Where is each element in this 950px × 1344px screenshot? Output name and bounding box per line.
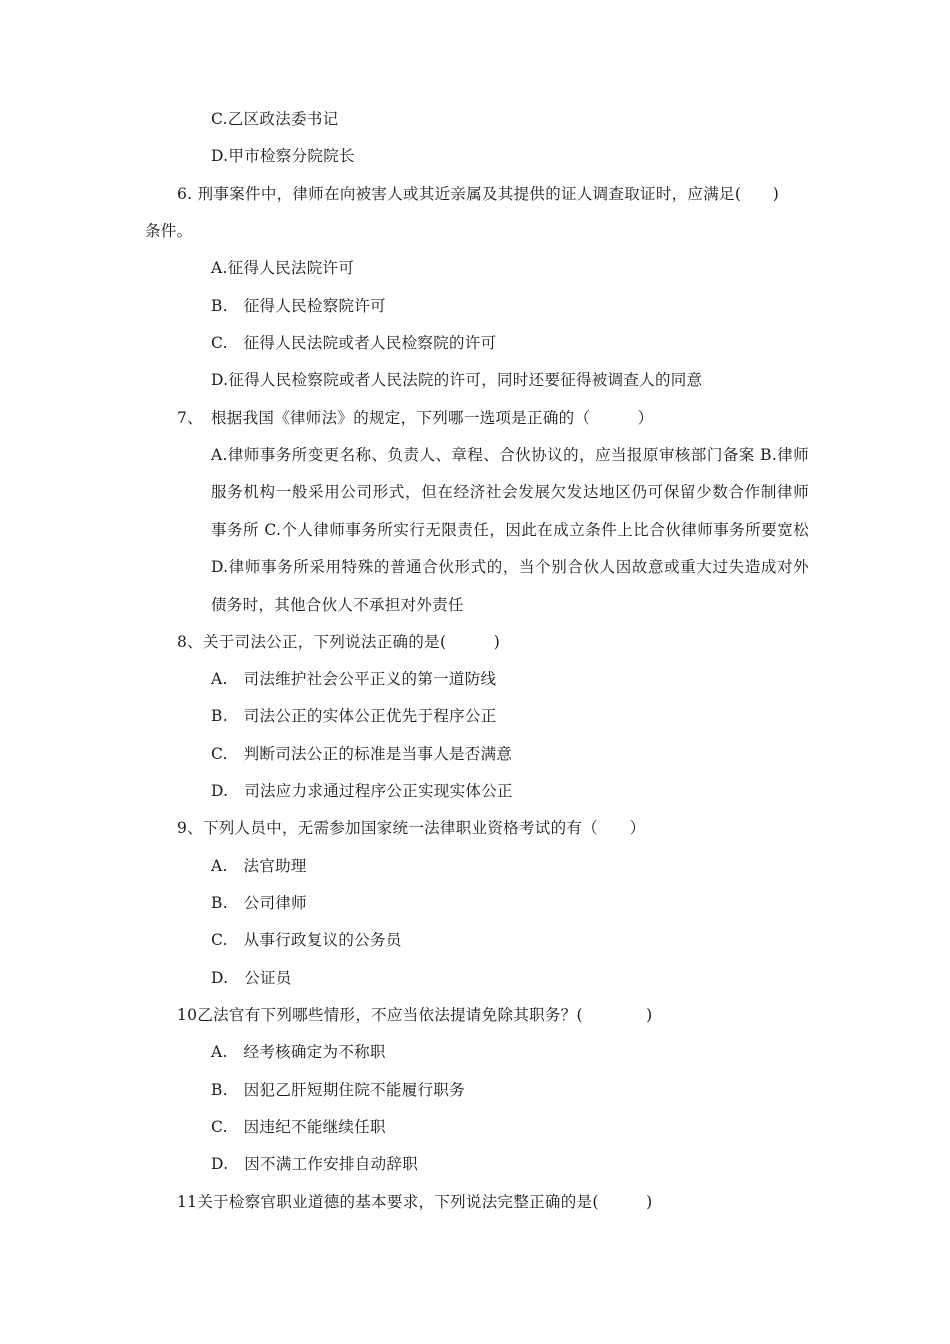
q6-stem-line-2: 条件。 bbox=[145, 222, 193, 240]
q8-stem: 8、关于司法公正，下列说法正确的是( ) bbox=[177, 633, 501, 651]
q5-option-d: D.甲市检察分院院长 bbox=[211, 147, 355, 165]
q6-option-a: A.征得人民法院许可 bbox=[211, 259, 355, 277]
q10-option-a: A. 经考核确定为不称职 bbox=[211, 1043, 386, 1061]
q8-option-b: B. 司法公正的实体公正优先于程序公正 bbox=[211, 707, 497, 725]
q7-options-paragraph: A.律师事务所变更名称、负责人、章程、合伙协议的，应当报原审核部门备案 B.律师服务机构一般采用公司形式，但在经济社会发展欠发达地区仍可保留少数合作制律师事务所 C.个人律师事务所实行无限责任，因此在成立条件上比合伙律师事务所要宽松 D.律师事务所采用特殊的普通合伙形式的，当个别合伙人因故意或重大过失造成对外债务时，其他合伙人不承担对外责任 bbox=[211, 446, 809, 614]
q11-stem: 11关于检察官职业道德的基本要求，下列说法完整正确的是( ) bbox=[177, 1193, 653, 1211]
q9-option-a: A. 法官助理 bbox=[211, 857, 307, 875]
q6-option-c: C. 征得人民法院或者人民检察院的许可 bbox=[211, 334, 497, 352]
q7-stem: 7、 根据我国《律师法》的规定，下列哪一选项是正确的（ ） bbox=[177, 409, 654, 427]
q10-option-b: B. 因犯乙肝短期住院不能履行职务 bbox=[211, 1081, 465, 1099]
q9-option-d: D. 公证员 bbox=[211, 969, 292, 987]
q10-option-c: C. 因违纪不能继续任职 bbox=[211, 1118, 386, 1136]
q6-stem-line-1: 6. 刑事案件中，律师在向被害人或其近亲属及其提供的证人调查取证时，应满足( ) bbox=[177, 185, 780, 203]
q5-option-c: C.乙区政法委书记 bbox=[211, 110, 339, 128]
q9-option-c: C. 从事行政复议的公务员 bbox=[211, 931, 402, 949]
q8-option-a: A. 司法维护社会公平正义的第一道防线 bbox=[211, 670, 497, 688]
q10-option-d: D. 因不满工作安排自动辞职 bbox=[211, 1155, 419, 1173]
q6-option-d: D.征得人民检察院或者人民法院的许可，同时还要征得被调查人的同意 bbox=[211, 371, 703, 389]
q8-option-c: C. 判断司法公正的标准是当事人是否满意 bbox=[211, 745, 513, 763]
q9-option-b: B. 公司律师 bbox=[211, 894, 307, 912]
q6-option-b: B. 征得人民检察院许可 bbox=[211, 297, 386, 315]
q10-stem: 10乙法官有下列哪些情形，不应当依法提请免除其职务？( ) bbox=[177, 1006, 653, 1024]
q9-stem: 9、下列人员中，无需参加国家统一法律职业资格考试的有（ ） bbox=[177, 819, 646, 837]
q8-option-d: D. 司法应力求通过程序公正实现实体公正 bbox=[211, 782, 513, 800]
